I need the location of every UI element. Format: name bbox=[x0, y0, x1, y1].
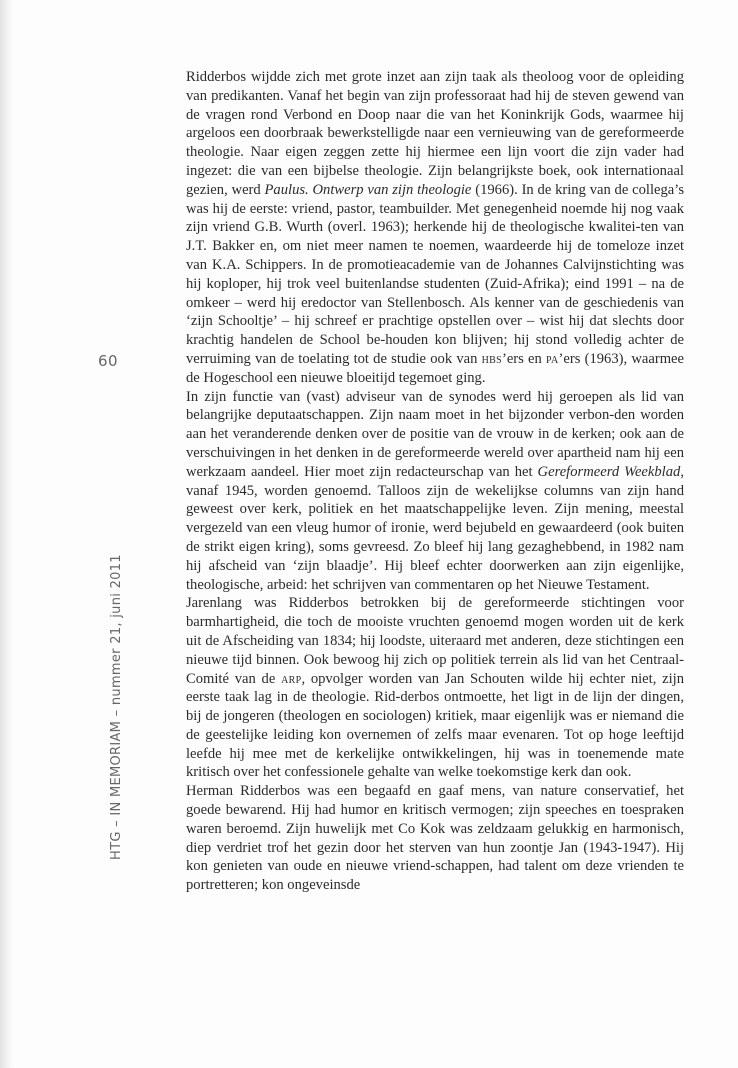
text-run: ’ers (1963), waarmee de Hogeschool een nieuwe bloeitijd tegemoet ging. bbox=[186, 350, 685, 386]
text-run: ’ers en bbox=[501, 350, 547, 367]
text-run: , opvolger worden van Jan Schouten wilde hij echter niet, zijn eerste taak lag in de theologie. Rid-derbos ontmoette, het ligt in de lijn der dingen, bij de jongeren (theologen en sociologen) kritiek, maar eigenlijk was er niemand die de geestelijke leiding kon overnemen of zelfs maar evenaren. Tot op hoge leeftijd leefde hij mee met de kerkelijke ontwikkelingen, hij was in toenemende mate kritisch over het confessionele gehalte van welke toekomstige kerk dan ook. bbox=[186, 670, 684, 781]
page-number: 60 bbox=[98, 352, 119, 370]
text-run: Herman Ridderbos was een begaafd en gaaf mens, van nature conservatief, het goede bewarend. Hij had humor en kritisch vermogen; zijn speeches en toespraken waren beroemd. Zijn huwelijk met Co Kok was zeldzaam gelukkig en harmonisch, diep verdriet trof het gezin door het sterven van hun zoontje Jan (1943-1947). Hij kon genieten van oude en nieuwe vriend-schappen, had talent om deze vrienden te portretteren; kon ongeveinsde bbox=[186, 783, 684, 894]
paragraph bbox=[186, 388, 684, 595]
italic-title: Gereformeerd Weekblad bbox=[537, 463, 681, 480]
text-run: Jarenlang was Ridderbos betrokken bij de gereformeerde stichtingen voor barmhartigheid, die toch de mooiste vruchten genoemd mogen worden uit de kerk uit de Afscheiding van 1834; hij loodste, uiteraard met anderen, deze stichtingen een nieuwe tijd binnen. Ook bewoog hij zich op politiek terrein als lid van het Centraal-Comité van de bbox=[186, 595, 684, 687]
small-caps-abbrev: arp bbox=[281, 670, 302, 687]
text-run: , vanaf 1945, worden genoemd. Talloos zijn de wekelijkse columns van zijn hand geweest over kerk, politiek en het maatschappelijke leven. Zijn mening, meestal vergezeld van een vleug humor of ironie, werd bejubeld en gewaardeerd (ook buiten de strikt eigen kring), soms gevreesd. Zo bleef hij lang gezaghebbend, in 1982 nam hij afscheid van ‘zijn blaadje’. Hij bleef echter doorwerken aan zijn eigenlijke, theologische, arbeid: het schrijven van commentaren op het Nieuwe Testament. bbox=[186, 463, 684, 593]
text-run: (1966). In de kring van de collega’s was hij de eerste: vriend, pastor, teambuilder. Met genegenheid noemde hij nog vaak zijn vriend G.B. Wurth (overl. 1963); herkende hij de theologische kwalitei-ten van J.T. Bakker en, om niet meer namen te noemen, waardeerde hij de tomeloze inzet van K.A. Schippers. In de promotieacademie van de Johannes Calvijnstichting was hij koploper, hij trok veel buitenlandse studenten (Zuid-Afrika); eind 1991 – na de omkeer – werd hij eredoctor van Stellenbosch. Als kenner van de geschiedenis van ‘zijn Schooltje’ – hij schreef er prachtige opstellen over – wist hij dat slechts door krachtig handelen de School be-houden kon blijven; hij stond volledig achter de verruiming van de toelating tot de studie ook van bbox=[186, 181, 685, 367]
text-run: Ridderbos wijdde zich met grote inzet aan zijn taak als theoloog voor de opleiding van predikanten. Vanaf het begin van zijn professoraat had hij de steven gewend van de vragen rond Verbond en Doop naar die van het Koninkrijk Gods, waarmee hij argeloos een doorbraak bewerkstelligde naar een vernieuwing van de gereformeerde theologie. Naar eigen zeggen zette hij hiermee een lijn voort die zijn vader had ingezet: die van een bijbelse theologie. Zijn belangrijkste boek, ook internationaal gezien, werd bbox=[186, 69, 684, 198]
paragraph bbox=[186, 68, 684, 388]
page-gutter-shadow bbox=[0, 0, 14, 1068]
paragraph bbox=[186, 782, 684, 895]
running-head: HTG – IN MEMORIAM – nummer 21, juni 2011 bbox=[109, 554, 124, 860]
small-caps-abbrev: pa bbox=[546, 350, 559, 367]
text-run: In zijn functie van (vast) adviseur van de synodes werd hij geroepen als lid van belangrijke deputaatschappen. Zijn naam moet in het bijzonder verbon-den worden aan het veranderende denken over de positie van de vrouw in de kerken; ook aan de verschuivingen in het denken in de gereformeerde wereld over apartheid nam hij een werkzaam aandeel. Hier moet zijn redacteurschap van het bbox=[186, 388, 684, 480]
italic-title: Paulus. Ontwerp van zijn theologie bbox=[264, 181, 472, 198]
paragraph bbox=[186, 594, 684, 782]
article-body bbox=[186, 68, 684, 895]
small-caps-abbrev: hbs bbox=[481, 350, 502, 367]
